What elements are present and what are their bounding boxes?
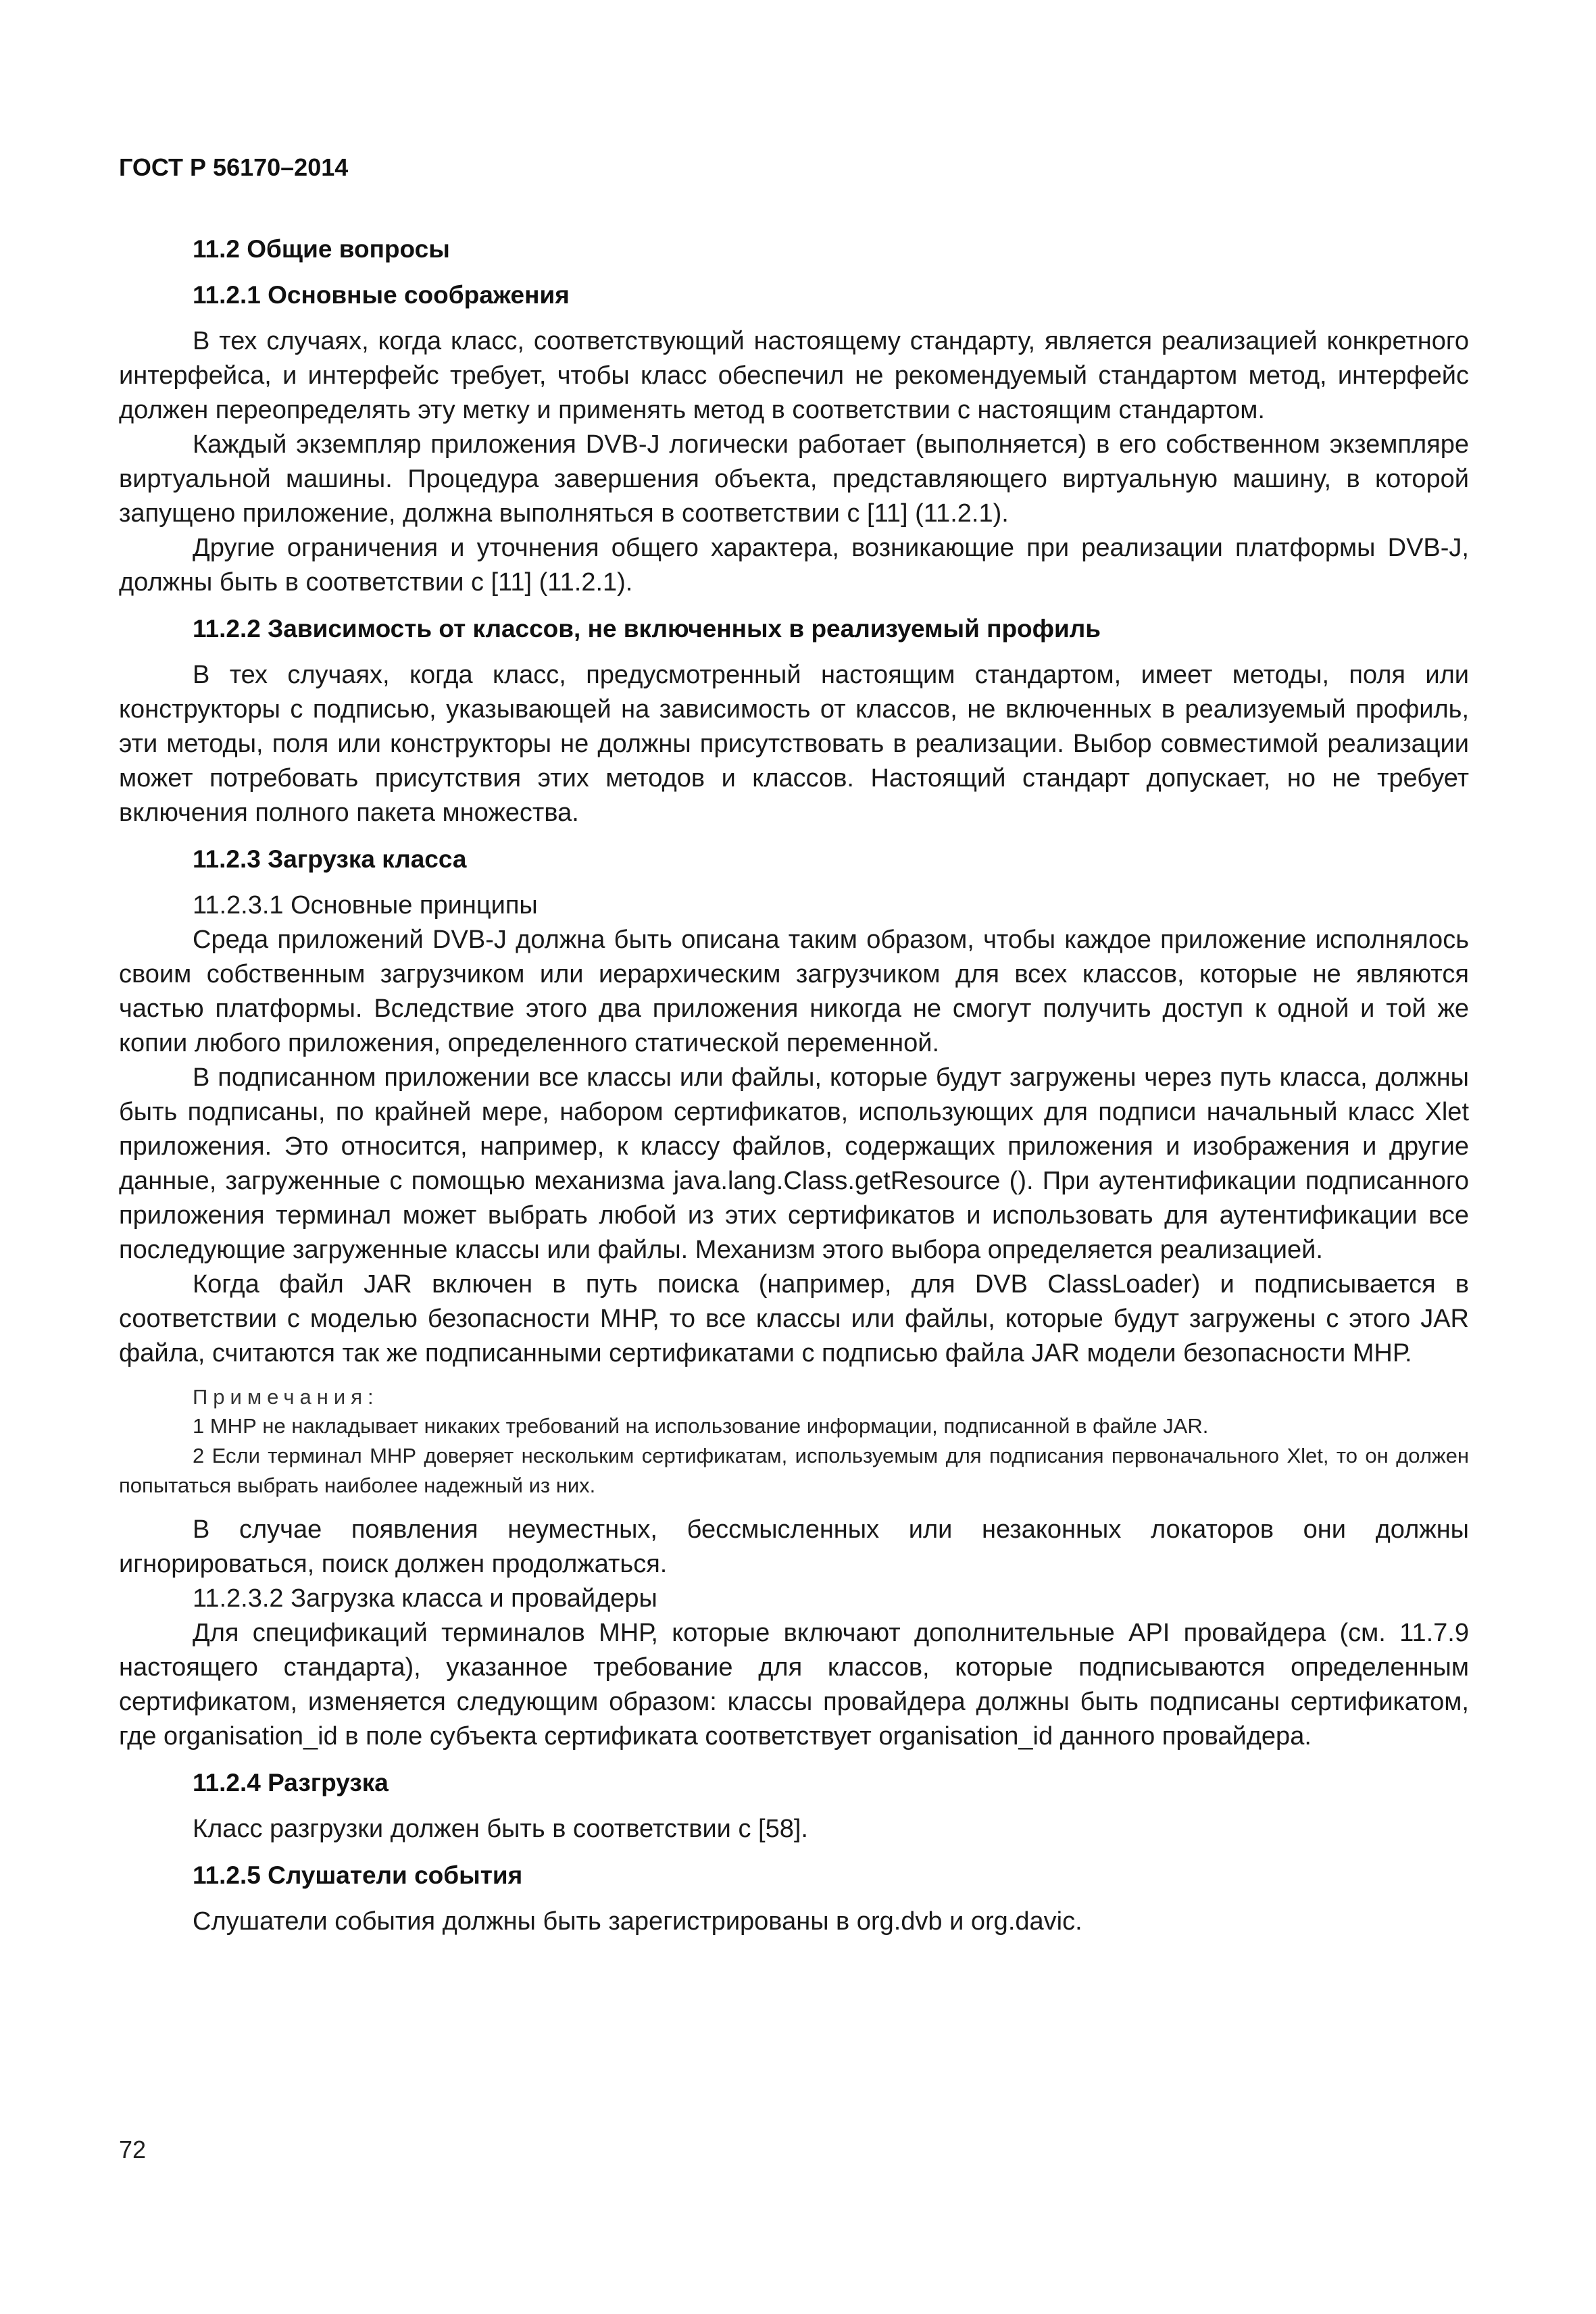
note-item: 1 МНР не накладывает никаких требований на использование информации, подписанной в файле JAR.: [193, 1414, 1209, 1438]
paragraph: Слушатели события должны быть зарегистрированы в org.dvb и org.davic.: [193, 1907, 1082, 1936]
section-heading-11-2: 11.2 Общие вопросы: [193, 235, 450, 263]
paragraph: В тех случаях, когда класс, предусмотренный настоящим стандартом, имеет методы, поля или конструкторы с подписью, указывающей на зависимость от классов, не включенных в реализуемый профиль, эти методы, поля или конструкторы не должны присутствовать в реализации. Выбор совместимой реализации может потребовать присутствия этих методов и классов. Настоящий стандарт допускает, но не требует включения полного пакета множества.: [119, 661, 1469, 827]
paragraph: Класс разгрузки должен быть в соответствии с [58].: [193, 1815, 808, 1843]
subsection-heading-11-2-3-2: 11.2.3.2 Загрузка класса и провайдеры: [193, 1584, 657, 1613]
paragraph: В подписанном приложении все классы или файлы, которые будут загружены через путь класса, должны быть подписаны, по крайней мере, набором сертификатов, использующих для подписи начальный класс Xlet приложения. Это относится, например, к классу файлов, содержащих приложения и изображения и другие данные, загруженные с помощью механизма java.lang.Class.getResource (). При аутентификации подписанного приложения терминал может выбрать любой из этих сертификатов и использовать для аутентификации все последующие загруженные классы или файлы. Механизм этого выбора определяется реализацией.: [119, 1063, 1469, 1264]
page-content: [119, 232, 1469, 1939]
subsection-heading-11-2-3-1: 11.2.3.1 Основные принципы: [193, 891, 538, 920]
section-heading-11-2-1: 11.2.1 Основные соображения: [193, 281, 570, 309]
section-heading-11-2-2: 11.2.2 Зависимость от классов, не включенных в реализуемый профиль: [193, 615, 1101, 643]
paragraph: Для спецификаций терминалов МНР, которые включают дополнительные API провайдера (см. 11.7.9 настоящего стандарта), указанное требование для классов, которые подписываются определенным сертификатом, изменяется следующим образом: классы провайдера должны быть подписаны сертификатом, где organisation_id в поле субъекта сертификата соответствует organisation_id данного провайдера.: [119, 1619, 1469, 1751]
paragraph: Каждый экземпляр приложения DVB-J логически работает (выполняется) в его собственном экземпляре виртуальной машины. Процедура завершения объекта, представляющего виртуальную машину, в которой запущено приложение, должна выполняться в соответствии с [11] (11.2.1).: [119, 430, 1469, 528]
paragraph: Другие ограничения и уточнения общего характера, возникающие при реализации платформы DVB-J, должны быть в соответствии с [11] (11.2.1).: [119, 534, 1469, 597]
section-heading-11-2-5: 11.2.5 Слушатели события: [193, 1861, 523, 1889]
notes-heading: Примечания:: [193, 1385, 379, 1409]
paragraph: Когда файл JAR включен в путь поиска (например, для DVB ClassLoader) и подписывается в соответствии с моделью безопасности МНР, то все классы или файлы, которые будут загружены с этого JAR файла, считаются так же подписанными сертификатами с подписью файла JAR модели безопасности МНР.: [119, 1270, 1469, 1367]
page-number: 72: [119, 2136, 147, 2163]
paragraph: Среда приложений DVB-J должна быть описана таким образом, чтобы каждое приложение исполнялось своим собственным загрузчиком или иерархическим загрузчиком для всех классов, которые не являются частью платформы. Вследствие этого два приложения никогда не смогут получить доступ к одной и той же копии любого приложения, определенного статической переменной.: [119, 926, 1469, 1057]
note-item: 2 Если терминал МНР доверяет нескольким сертификатам, используемым для подписания первоначального Xlet, то он должен попытаться выбрать наиболее надежный из них.: [119, 1444, 1469, 1497]
paragraph: В тех случаях, когда класс, соответствующий настоящему стандарту, является реализацией конкретного интерфейса, и интерфейс требует, чтобы класс обеспечил не рекомендуемый стандартом метод, интерфейс должен переопределять эту метку и применять метод в соответствии с настоящим стандартом.: [119, 327, 1469, 424]
section-heading-11-2-4: 11.2.4 Разгрузка: [193, 1769, 389, 1796]
section-heading-11-2-3: 11.2.3 Загрузка класса: [193, 845, 467, 873]
document-code: ГОСТ Р 56170–2014: [119, 153, 349, 181]
paragraph: В случае появления неуместных, бессмысленных или незаконных локаторов они должны игнорироваться, поиск должен продолжаться.: [119, 1515, 1469, 1578]
